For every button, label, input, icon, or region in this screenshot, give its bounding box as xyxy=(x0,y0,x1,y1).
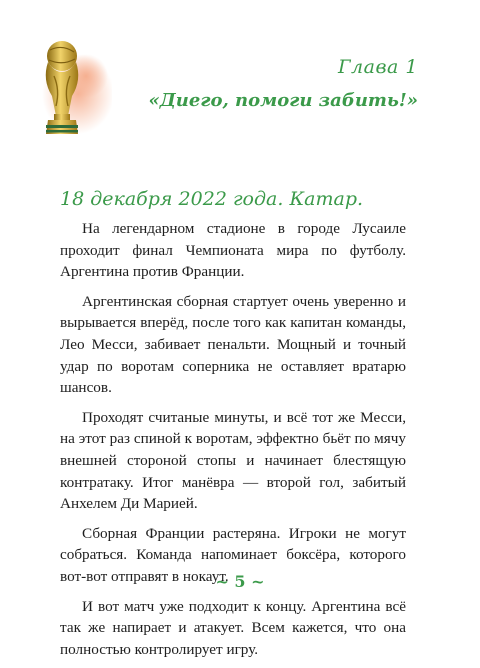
paragraph: Проходят считаные минуты, и всё тот же Месси, на этот раз спиной к воротам, эффектно бьёт по мячу внешней стороной стопы и начинает блестящую контратаку. Итог манёвра — второй гол, забитый Анхелем Ди Марией. xyxy=(60,408,406,513)
paragraph: Сборная Франции растеряна. Игроки не могут собраться. Команда напоминает боксёра, которого вот-вот отправят в нокаут. xyxy=(60,524,406,585)
body-text xyxy=(60,218,406,668)
section-heading: 18 декабря 2022 года. Катар. xyxy=(60,188,364,210)
paragraph: На легендарном стадионе в городе Лусаиле проходит финал Чемпионата мира по футболу. Аргентина против Франции. xyxy=(60,220,406,281)
chapter-title: «Диего, помоги забить!» xyxy=(148,90,418,111)
chapter-number: Глава 1 xyxy=(337,56,418,78)
paragraph: Аргентинская сборная стартует очень уверенно и вырывается вперёд, после того как капитан команды, Лео Месси, забивает пенальти. Мощный и точный удар по воротам соперника не оставляет вратарю шансов. xyxy=(60,292,406,397)
page-number: ~ 5 ~ xyxy=(215,572,265,591)
trophy-illustration xyxy=(26,36,112,148)
world-cup-trophy-icon xyxy=(26,36,112,148)
paragraph: И вот матч уже подходит к концу. Аргентина всё так же напирает и атакует. Всем кажется, что она полностью контролирует игру. xyxy=(60,597,406,658)
